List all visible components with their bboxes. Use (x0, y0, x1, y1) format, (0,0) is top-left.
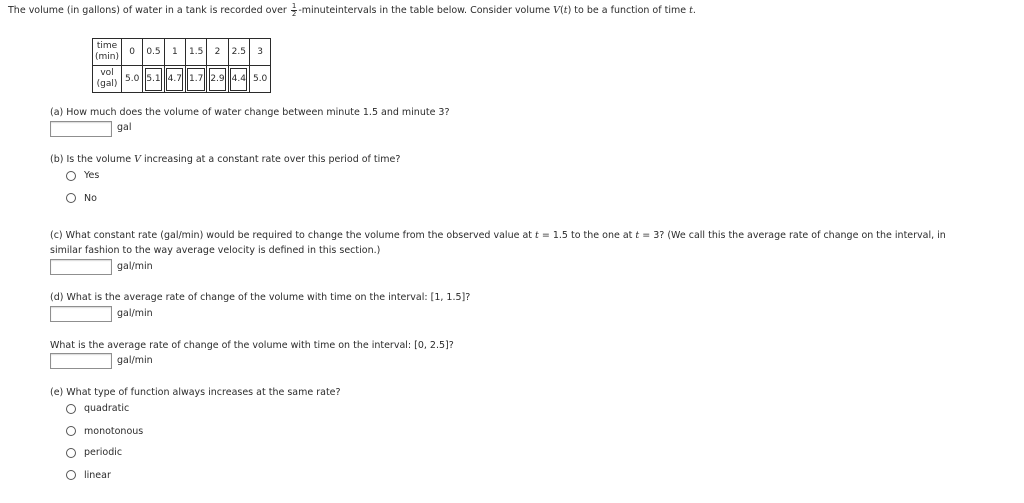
question-b: (b) Is the volume V increasing at a constant rate over this period of time? (50, 154, 401, 165)
volume-cell: 4.4 (228, 66, 249, 93)
question-c-line2: similar fashion to the way average velocity is defined in this section.) (50, 245, 381, 256)
unit-gal-per-min: gal/min (117, 355, 153, 366)
data-table (92, 38, 271, 93)
time-header: time (min) (93, 39, 122, 66)
time-row (93, 39, 271, 66)
time-cell: 2 (207, 39, 228, 66)
intro-text-1: The volume (in gallons) of water in a tank is recorded over (8, 5, 290, 16)
answer-c-input[interactable] (50, 259, 112, 275)
question-d2: What is the average rate of change of the volume with time on the interval: [0, 2.5]? (50, 340, 454, 351)
answer-d-input[interactable] (50, 306, 112, 322)
var-t: t (535, 230, 539, 241)
time-cell: 3 (249, 39, 270, 66)
half-fraction (291, 3, 297, 18)
volume-cell: 2.9 (207, 66, 228, 93)
volume-header: vol (gal) (93, 66, 122, 93)
option-no-label: No (84, 193, 97, 204)
question-e: (e) What type of function always increases at the same rate? (50, 387, 341, 398)
radio-linear[interactable] (66, 470, 76, 480)
question-a: (a) How much does the volume of water change between minute 1.5 and minute 3? (50, 107, 450, 118)
fraction-denominator: 2 (291, 10, 297, 18)
unit-gal-per-min: gal/min (117, 308, 153, 319)
volume-row (93, 66, 271, 93)
fraction-numerator: 1 (291, 2, 297, 10)
var-V: V (553, 5, 561, 16)
intro-end: . (692, 5, 696, 16)
problem-intro (8, 3, 696, 18)
option-quadratic-label: quadratic (84, 403, 130, 414)
volume-cell: 4.7 (164, 66, 185, 93)
option-monotonous-label: monotonous (84, 426, 144, 437)
time-cell: 0.5 (143, 39, 164, 66)
radio-no[interactable] (66, 193, 76, 203)
unit-gal: gal (117, 122, 132, 133)
option-periodic-label: periodic (84, 447, 123, 458)
question-c-line1: (c) What constant rate (gal/min) would be required to change the volume from the observed value at t = 1.5 to the one at t = 3? (We call this the average rate of change on the interval, in (50, 230, 946, 241)
option-yes-label: Yes (84, 170, 100, 181)
time-cell: 2.5 (228, 39, 249, 66)
var-t: t (689, 5, 693, 16)
paren-open: ( (560, 5, 564, 16)
time-cell: 1 (164, 39, 185, 66)
radio-periodic[interactable] (66, 448, 76, 458)
answer-d2-input[interactable] (50, 353, 112, 369)
var-V: V (134, 154, 141, 165)
var-t: t (563, 5, 568, 16)
radio-monotonous[interactable] (66, 426, 76, 436)
option-linear-label: linear (84, 470, 111, 481)
question-d: (d) What is the average rate of change of the volume with time on the interval: [1, 1.5]? (50, 292, 471, 303)
answer-a-input[interactable] (50, 121, 112, 137)
intro-text-3: ) to be a function of time (567, 5, 690, 16)
volume-cell: 5.1 (143, 66, 164, 93)
time-cell: 1.5 (185, 39, 206, 66)
radio-quadratic[interactable] (66, 404, 76, 414)
volume-cell: 1.7 (185, 66, 206, 93)
volume-cell: 5.0 (122, 66, 143, 93)
var-t: t (635, 230, 640, 241)
volume-cell: 5.0 (249, 66, 270, 93)
unit-gal-per-min: gal/min (117, 261, 153, 272)
intro-text-2: -minuteintervals in the table below. Consider volume (298, 5, 554, 16)
radio-yes[interactable] (66, 171, 76, 181)
time-cell: 0 (122, 39, 143, 66)
